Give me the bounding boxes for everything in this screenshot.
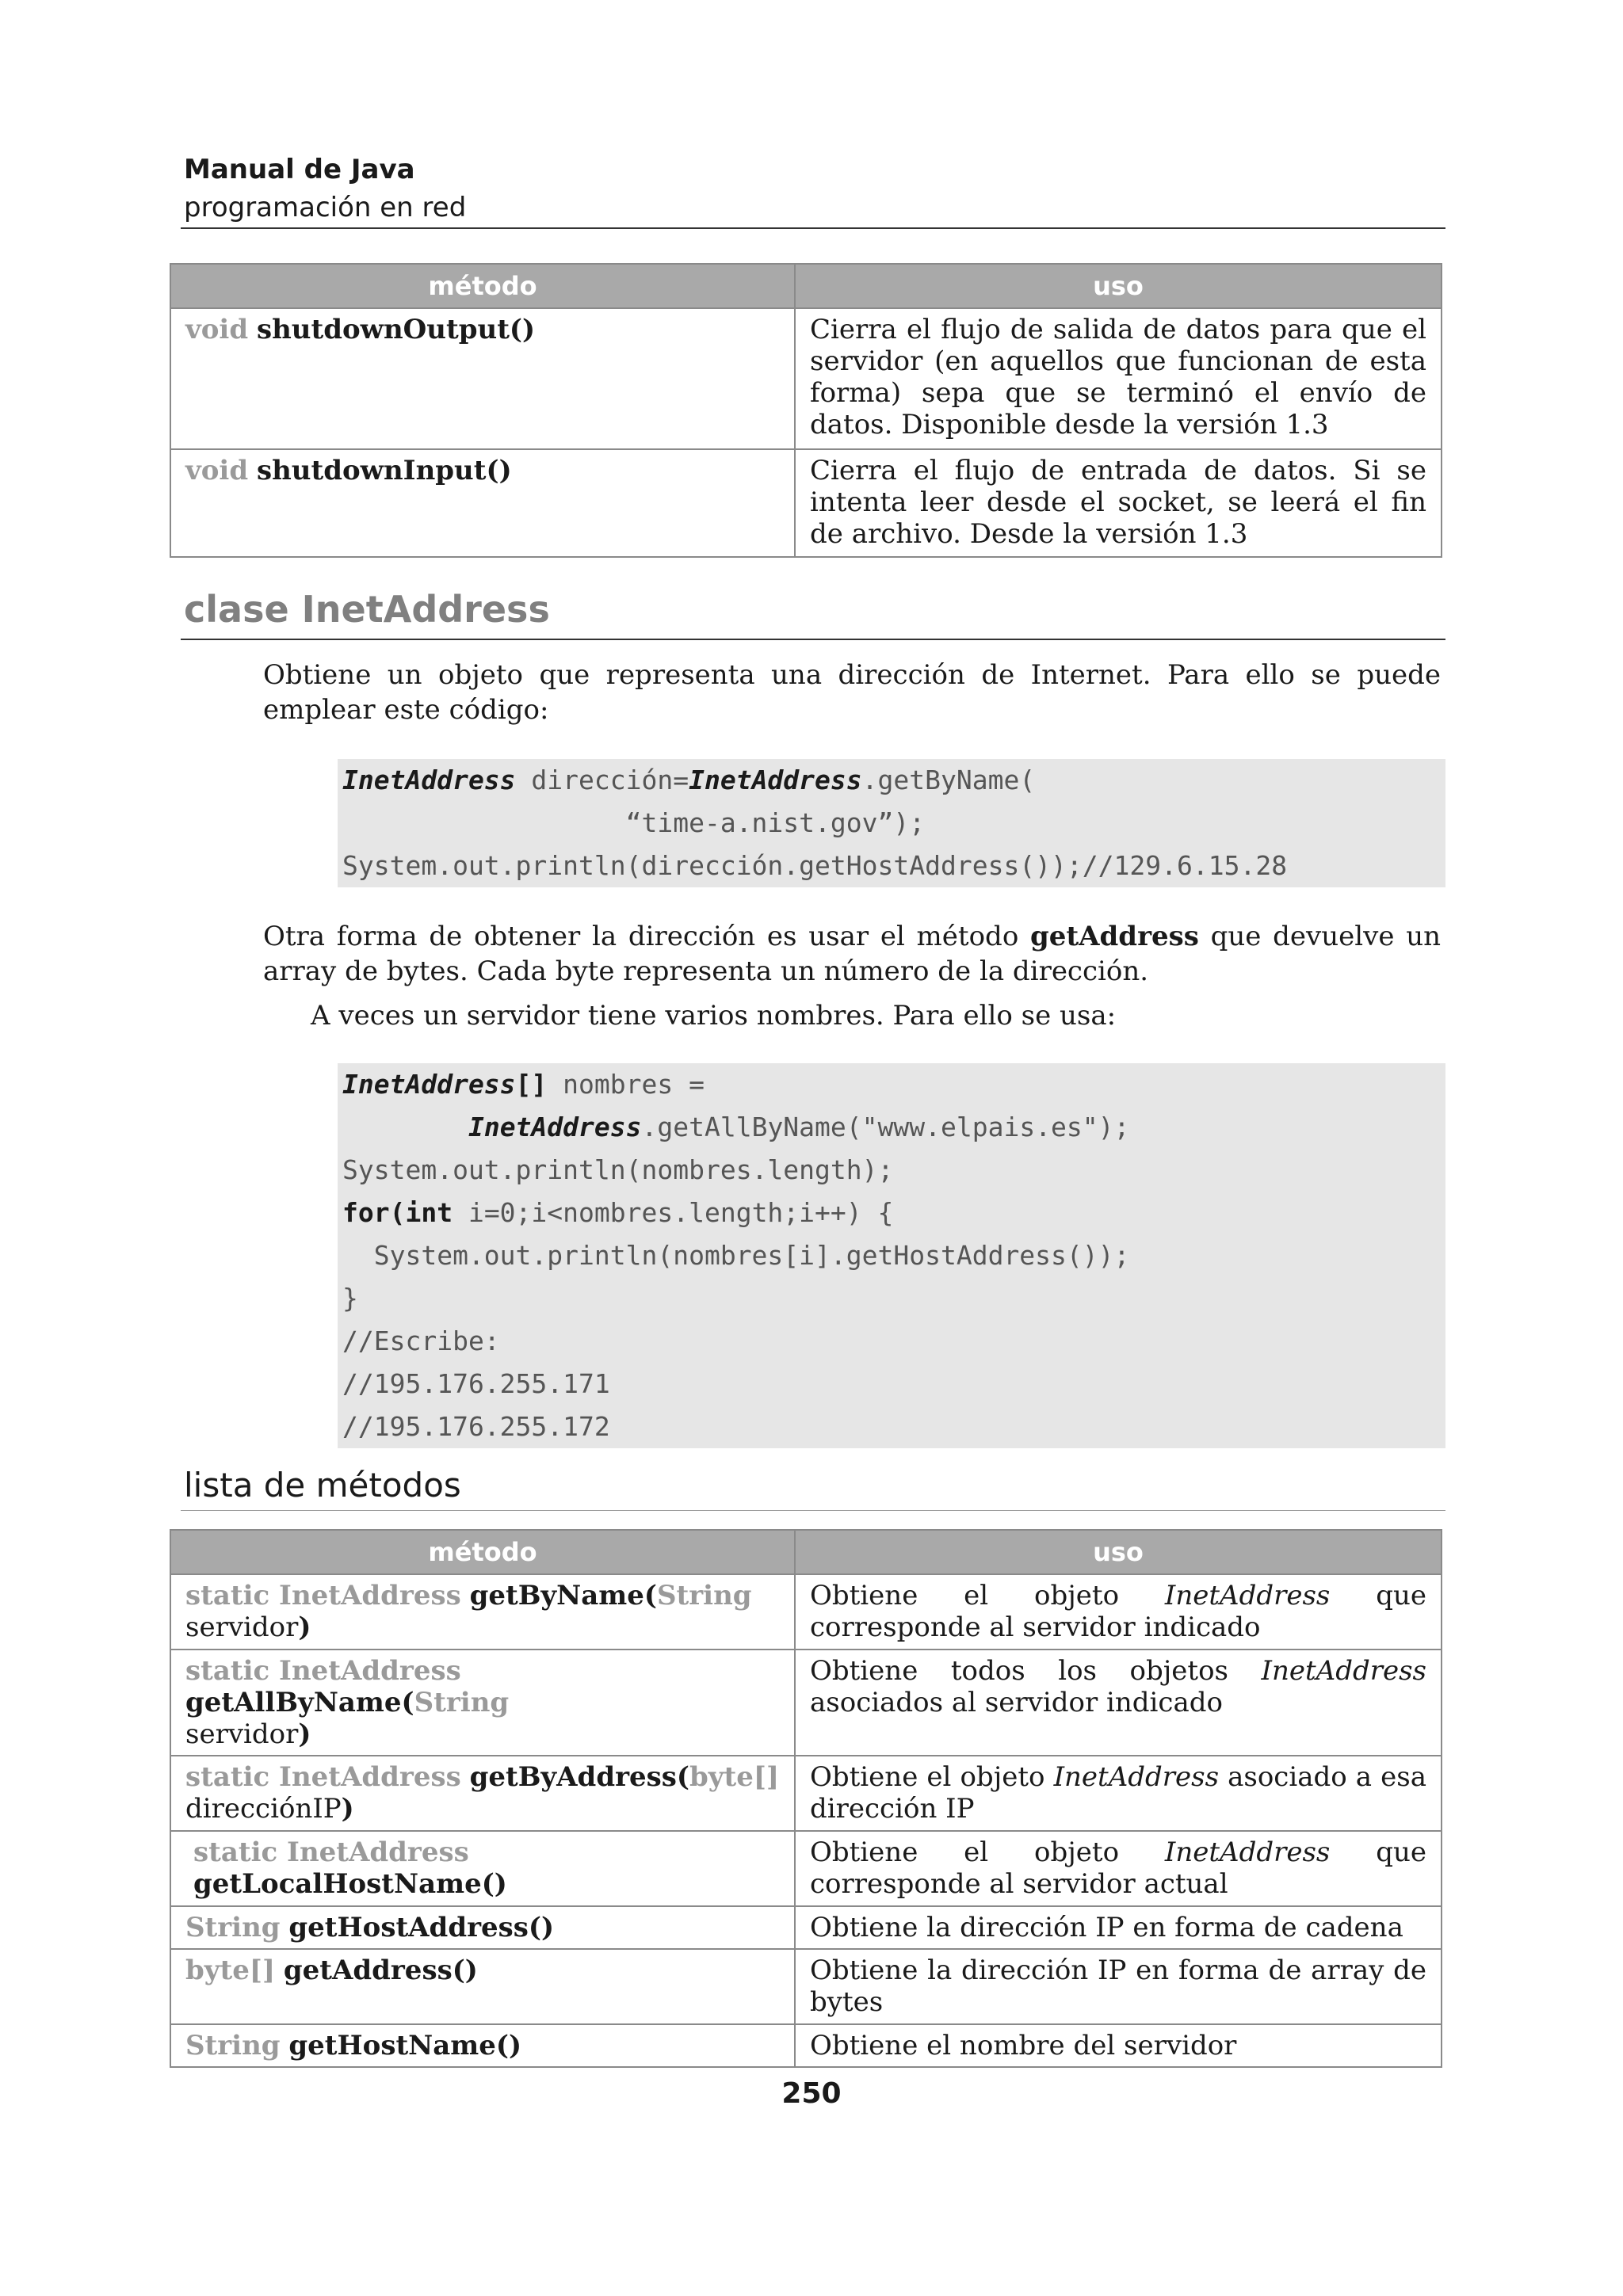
table-row: [170, 449, 1442, 557]
usage-cell: Cierra el flujo de entrada de datos. Si se intenta leer desde el socket, se leerá el fin de archivo. Desde la versión 1.3: [795, 449, 1442, 557]
intro-paragraph: Obtiene un objeto que representa una dirección de Internet. Para ello se puede emplear este código:: [263, 659, 1441, 726]
code-line: InetAddress[] nombres =: [342, 1069, 705, 1100]
return-type: void: [185, 314, 249, 345]
method-name: shutdownOutput(): [256, 314, 536, 345]
table-row: [170, 1906, 1442, 1949]
table-header-row: [170, 264, 1442, 308]
method-name: shutdownInput(): [256, 455, 512, 486]
method-cell: byte[] getAddress(): [170, 1949, 795, 2024]
table-header-row: [170, 1530, 1442, 1574]
nombres-paragraph: A veces un servidor tiene varios nombres. Para ello se usa:: [311, 1000, 1117, 1032]
code-line: for(int i=0;i<nombres.length;i++) {: [342, 1197, 894, 1228]
getaddress-paragraph: Otra forma de obtener la dirección es usar el método getAddress que devuelve un array de bytes. Cada byte representa un número de la dirección.: [263, 921, 1441, 987]
section-rule: [181, 639, 1445, 640]
method-cell: static InetAddress getByAddress(byte[] direcciónIP): [170, 1756, 795, 1831]
code-block-getallbyname: [338, 1063, 1445, 1448]
code-line: }: [342, 1283, 358, 1314]
section-title: clase InetAddress: [184, 588, 550, 631]
code-line: System.out.println(nombres[i].getHostAddress());: [342, 1240, 1130, 1271]
page-number: 250: [781, 2077, 842, 2110]
code-line: InetAddress dirección=InetAddress.getByName(: [342, 765, 1036, 795]
methods-list-title: lista de métodos: [184, 1466, 461, 1505]
usage-cell: Obtiene el objeto InetAddress que corresponde al servidor actual: [795, 1831, 1442, 1906]
code-line: System.out.println(dirección.getHostAddress());//129.6.15.28: [342, 850, 1288, 881]
table-row: [170, 308, 1442, 449]
header-title: Manual de Java: [184, 154, 415, 185]
usage-cell: Obtiene el nombre del servidor: [795, 2024, 1442, 2067]
method-cell: [170, 449, 795, 557]
code-line: “time-a.nist.gov”);: [342, 807, 926, 838]
method-cell: [170, 308, 795, 449]
method-cell: static InetAddress getLocalHostName(): [170, 1831, 795, 1906]
table-row: [170, 2024, 1442, 2067]
method-cell: static InetAddress getByName(String servidor): [170, 1574, 795, 1650]
methods-table-inetaddress: [170, 1529, 1442, 2068]
table-row: [170, 1949, 1442, 2024]
usage-cell: Obtiene el objeto InetAddress que corresponde al servidor indicado: [795, 1574, 1442, 1650]
return-type: void: [185, 455, 249, 486]
col-header-uso: uso: [795, 264, 1442, 308]
col-header-metodo: método: [170, 1530, 795, 1574]
code-line: InetAddress.getAllByName("www.elpais.es");: [468, 1112, 1130, 1142]
header-rule: [181, 227, 1445, 229]
header-subtitle: programación en red: [184, 192, 467, 223]
code-line: System.out.println(nombres.length);: [342, 1154, 894, 1185]
table-row: [170, 1756, 1442, 1831]
col-header-metodo: método: [170, 264, 795, 308]
list-rule: [181, 1510, 1445, 1511]
code-line: //195.176.255.172: [342, 1411, 610, 1442]
code-block-getbyname: [338, 759, 1445, 887]
code-line: //Escribe:: [342, 1325, 500, 1356]
usage-cell: Obtiene todos los objetos InetAddress asociados al servidor indicado: [795, 1650, 1442, 1756]
table-row: [170, 1650, 1442, 1756]
usage-cell: Obtiene la dirección IP en forma de array de bytes: [795, 1949, 1442, 2024]
method-cell: String getHostName(): [170, 2024, 795, 2067]
methods-table-socket: [170, 263, 1442, 558]
code-line: //195.176.255.171: [342, 1368, 610, 1399]
usage-cell: Obtiene la dirección IP en forma de cadena: [795, 1906, 1442, 1949]
usage-cell: Cierra el flujo de salida de datos para que el servidor (en aquellos que funcionan de esta forma) sepa que se terminó el envío de datos. Disponible desde la versión 1.3: [795, 308, 1442, 449]
method-cell: static InetAddress getAllByName(String servidor): [170, 1650, 795, 1756]
method-cell: String getHostAddress(): [170, 1906, 795, 1949]
table-row: [170, 1574, 1442, 1650]
usage-cell: Obtiene el objeto InetAddress asociado a esa dirección IP: [795, 1756, 1442, 1831]
table-row: [170, 1831, 1442, 1906]
col-header-uso: uso: [795, 1530, 1442, 1574]
